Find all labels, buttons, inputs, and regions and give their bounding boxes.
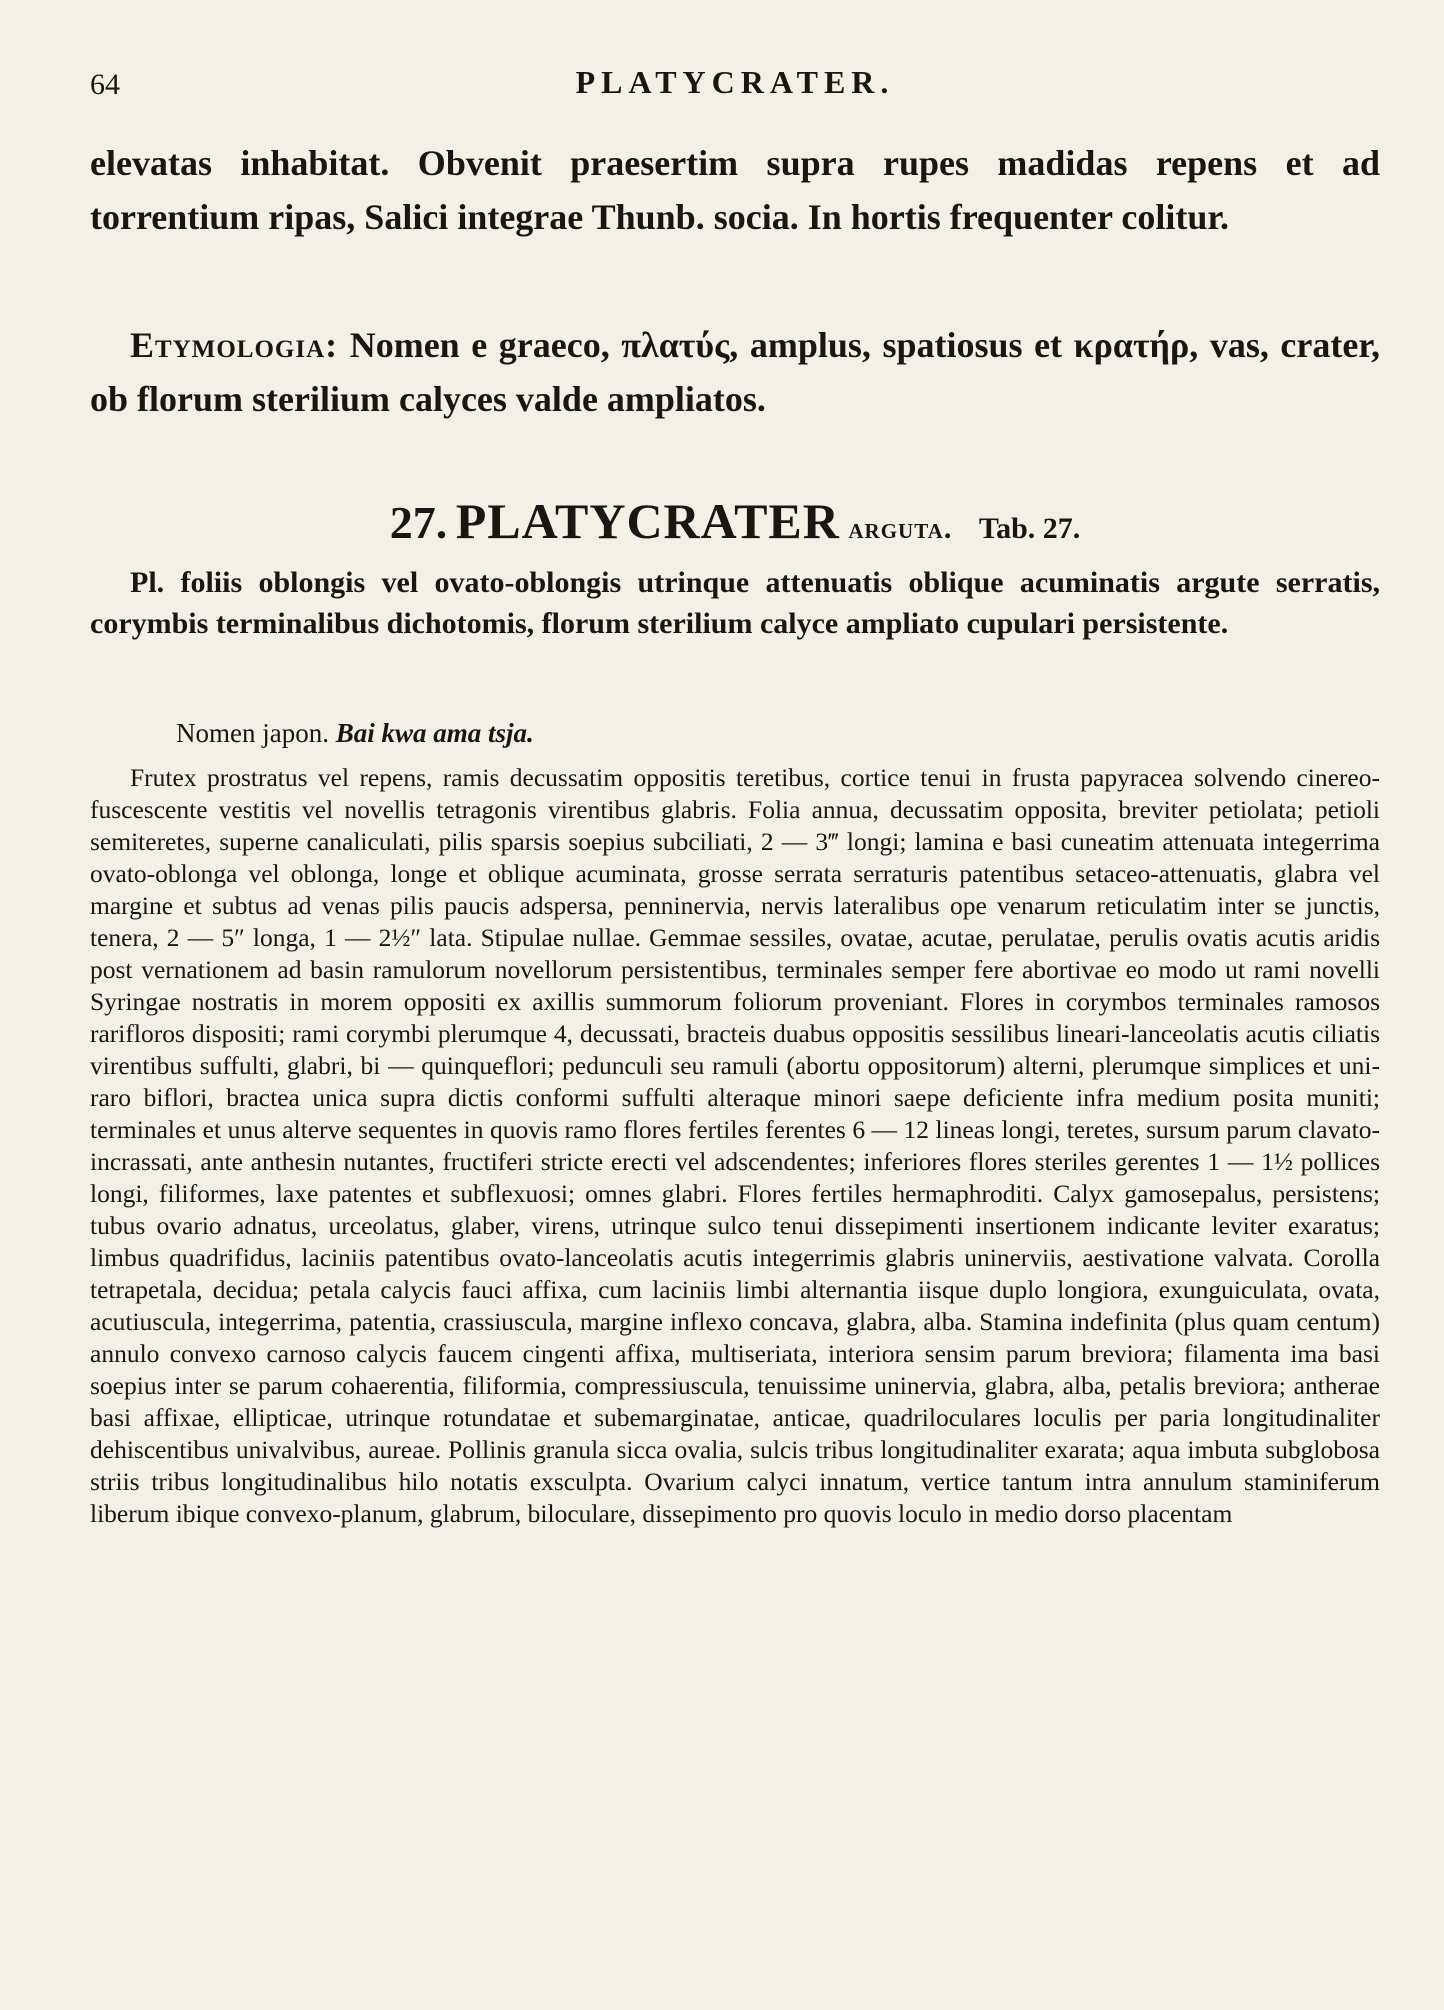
- etymology-text: Nomen e graeco, πλατύς, amplus, spatiosus et κρατήρ, vas, crater, ob florum sterilium calyces valde ampliatos.: [90, 325, 1380, 419]
- etymology-paragraph: [90, 318, 1380, 426]
- diagnosis-paragraph: Pl. foliis oblongis vel ovato-oblongis utrinque attenuatis oblique acuminatis argute serratis, corymbis terminalibus dichotomis, florum sterilium calyce ampliato cupulari persistente.: [90, 566, 1380, 640]
- japanese-name-line: [176, 718, 1376, 749]
- plate-reference: Tab. 27.: [978, 512, 1081, 545]
- japanese-name-label: Nomen japon.: [176, 718, 329, 748]
- etymology-label: Etymologia:: [130, 325, 339, 365]
- genus-name: PLATYCRATER: [455, 493, 840, 549]
- species-number: 27.: [389, 497, 448, 548]
- species-heading: [90, 492, 1380, 550]
- page-header: [90, 60, 1380, 100]
- description-text: Frutex prostratus vel repens, ramis decussatim oppositis teretibus, cortice tenui in frusta papyracea solvendo cinereo-fuscescente vestitis vel novellis tetragonis virentibus glabris. Folia annua, decussatim opposita, breviter petiolata; petioli semiteretes, superne canaliculati, pilis sparsis soepius subciliati, 2 — 3‴ longi; lamina e basi cuneatim attenuata integerrima ovato-oblonga vel oblonga, longe et oblique acuminata, grosse serrata serraturis patentibus setaceo-attenuatis, glabra vel margine et subtus ad venas pilis paucis adspersa, penninervia, nervis lateralibus ope venarum reticulatim inter se junctis, tenera, 2 — 5″ longa, 1 — 2½″ lata. Stipulae nullae. Gemmae sessiles, ovatae, acutae, perulatae, perulis ovatis acutis aridis post vernationem ad basin ramulorum novellorum persistentibus, terminales semper fere abortivae eo modo ut rami novelli Syringae nostratis in morem oppositi ex axillis summorum foliorum proveniant. Flores in corymbos terminales ramosos rarifloros dispositi; rami corymbi plerumque 4, decussati, bracteis duabus oppositis sessilibus lineari-lanceolatis acutis ciliatis virentibus suffulti, glabri, bi — quinqueflori; pedunculi seu ramuli (abortu oppositorum) alterni, plerumque simplices et uni-raro biflori, bractea unica supra dictis conformi suffulti alteraque minori saepe deficiente infra medium posita muniti; terminales et unus alterve sequentes in quovis ramo flores fertiles ferentes 6 — 12 lineas longi, teretes, sursum parum clavato-incrassati, ante anthesin nutantes, fructiferi stricte erecti vel adscendentes; inferiores flores steriles gerentes 1 — 1½ pollices longi, filiformes, laxe patentes et subflexuosi; omnes glabri. Flores fertiles hermaphroditi. Calyx gamosepalus, persistens; tubus ovario adnatus, urceolatus, glaber, virens, utrinque sulco tenui dissepimenti insertionem indicante leviter exaratus; limbus quadrifidus, laciniis patentibus ovato-lanceolatis acutis integerrimis glabris uninerviis, aestivatione valvata. Corolla tetrapetala, decidua; petala calycis fauci affixa, cum laciniis limbi alternantia iisque duplo longiora, exunguiculata, ovata, acutiuscula, integerrima, patentia, crassiuscula, margine inflexo concava, glabra, alba. Stamina indefinita (plus quam centum) annulo convexo carnoso calycis faucem cingenti affixa, multiseriata, interiora sensim parum breviora; filamenta ima basi soepius inter se parum cohaerentia, filiformia, compressiuscula, tenuissime uninervia, glabra, alba, petalis breviora; antherae basi affixae, ellipticae, utrinque rotundatae et subemarginatae, anticae, quadriloculares loculis per paria longitudinaliter dehiscentibus univalvibus, aureae. Pollinis granula sicca ovalia, sulcis tribus longitudinaliter exarata; aqua imbuta subglobosa striis tribus longitudinalibus hilo notatis exsculpta. Ovarium calyci innatum, vertice tantum intra annulum staminiferum liberum ibique convexo-planum, glabrum, biloculare, dissepimento pro quovis loculo in medio dorso placentam: [90, 763, 1380, 1528]
- continuation-paragraph: elevatas inhabitat. Obvenit praesertim supra rupes madidas repens et ad torrentium ripas, Salici integrae Thunb. socia. In hortis frequenter colitur.: [90, 143, 1380, 237]
- japanese-name: Bai kwa ama tsja.: [335, 718, 534, 748]
- description-paragraph: [90, 762, 1380, 1530]
- species-epithet: arguta.: [848, 512, 953, 545]
- running-title: PLATYCRATER.: [575, 64, 895, 100]
- page-number: 64: [90, 68, 120, 101]
